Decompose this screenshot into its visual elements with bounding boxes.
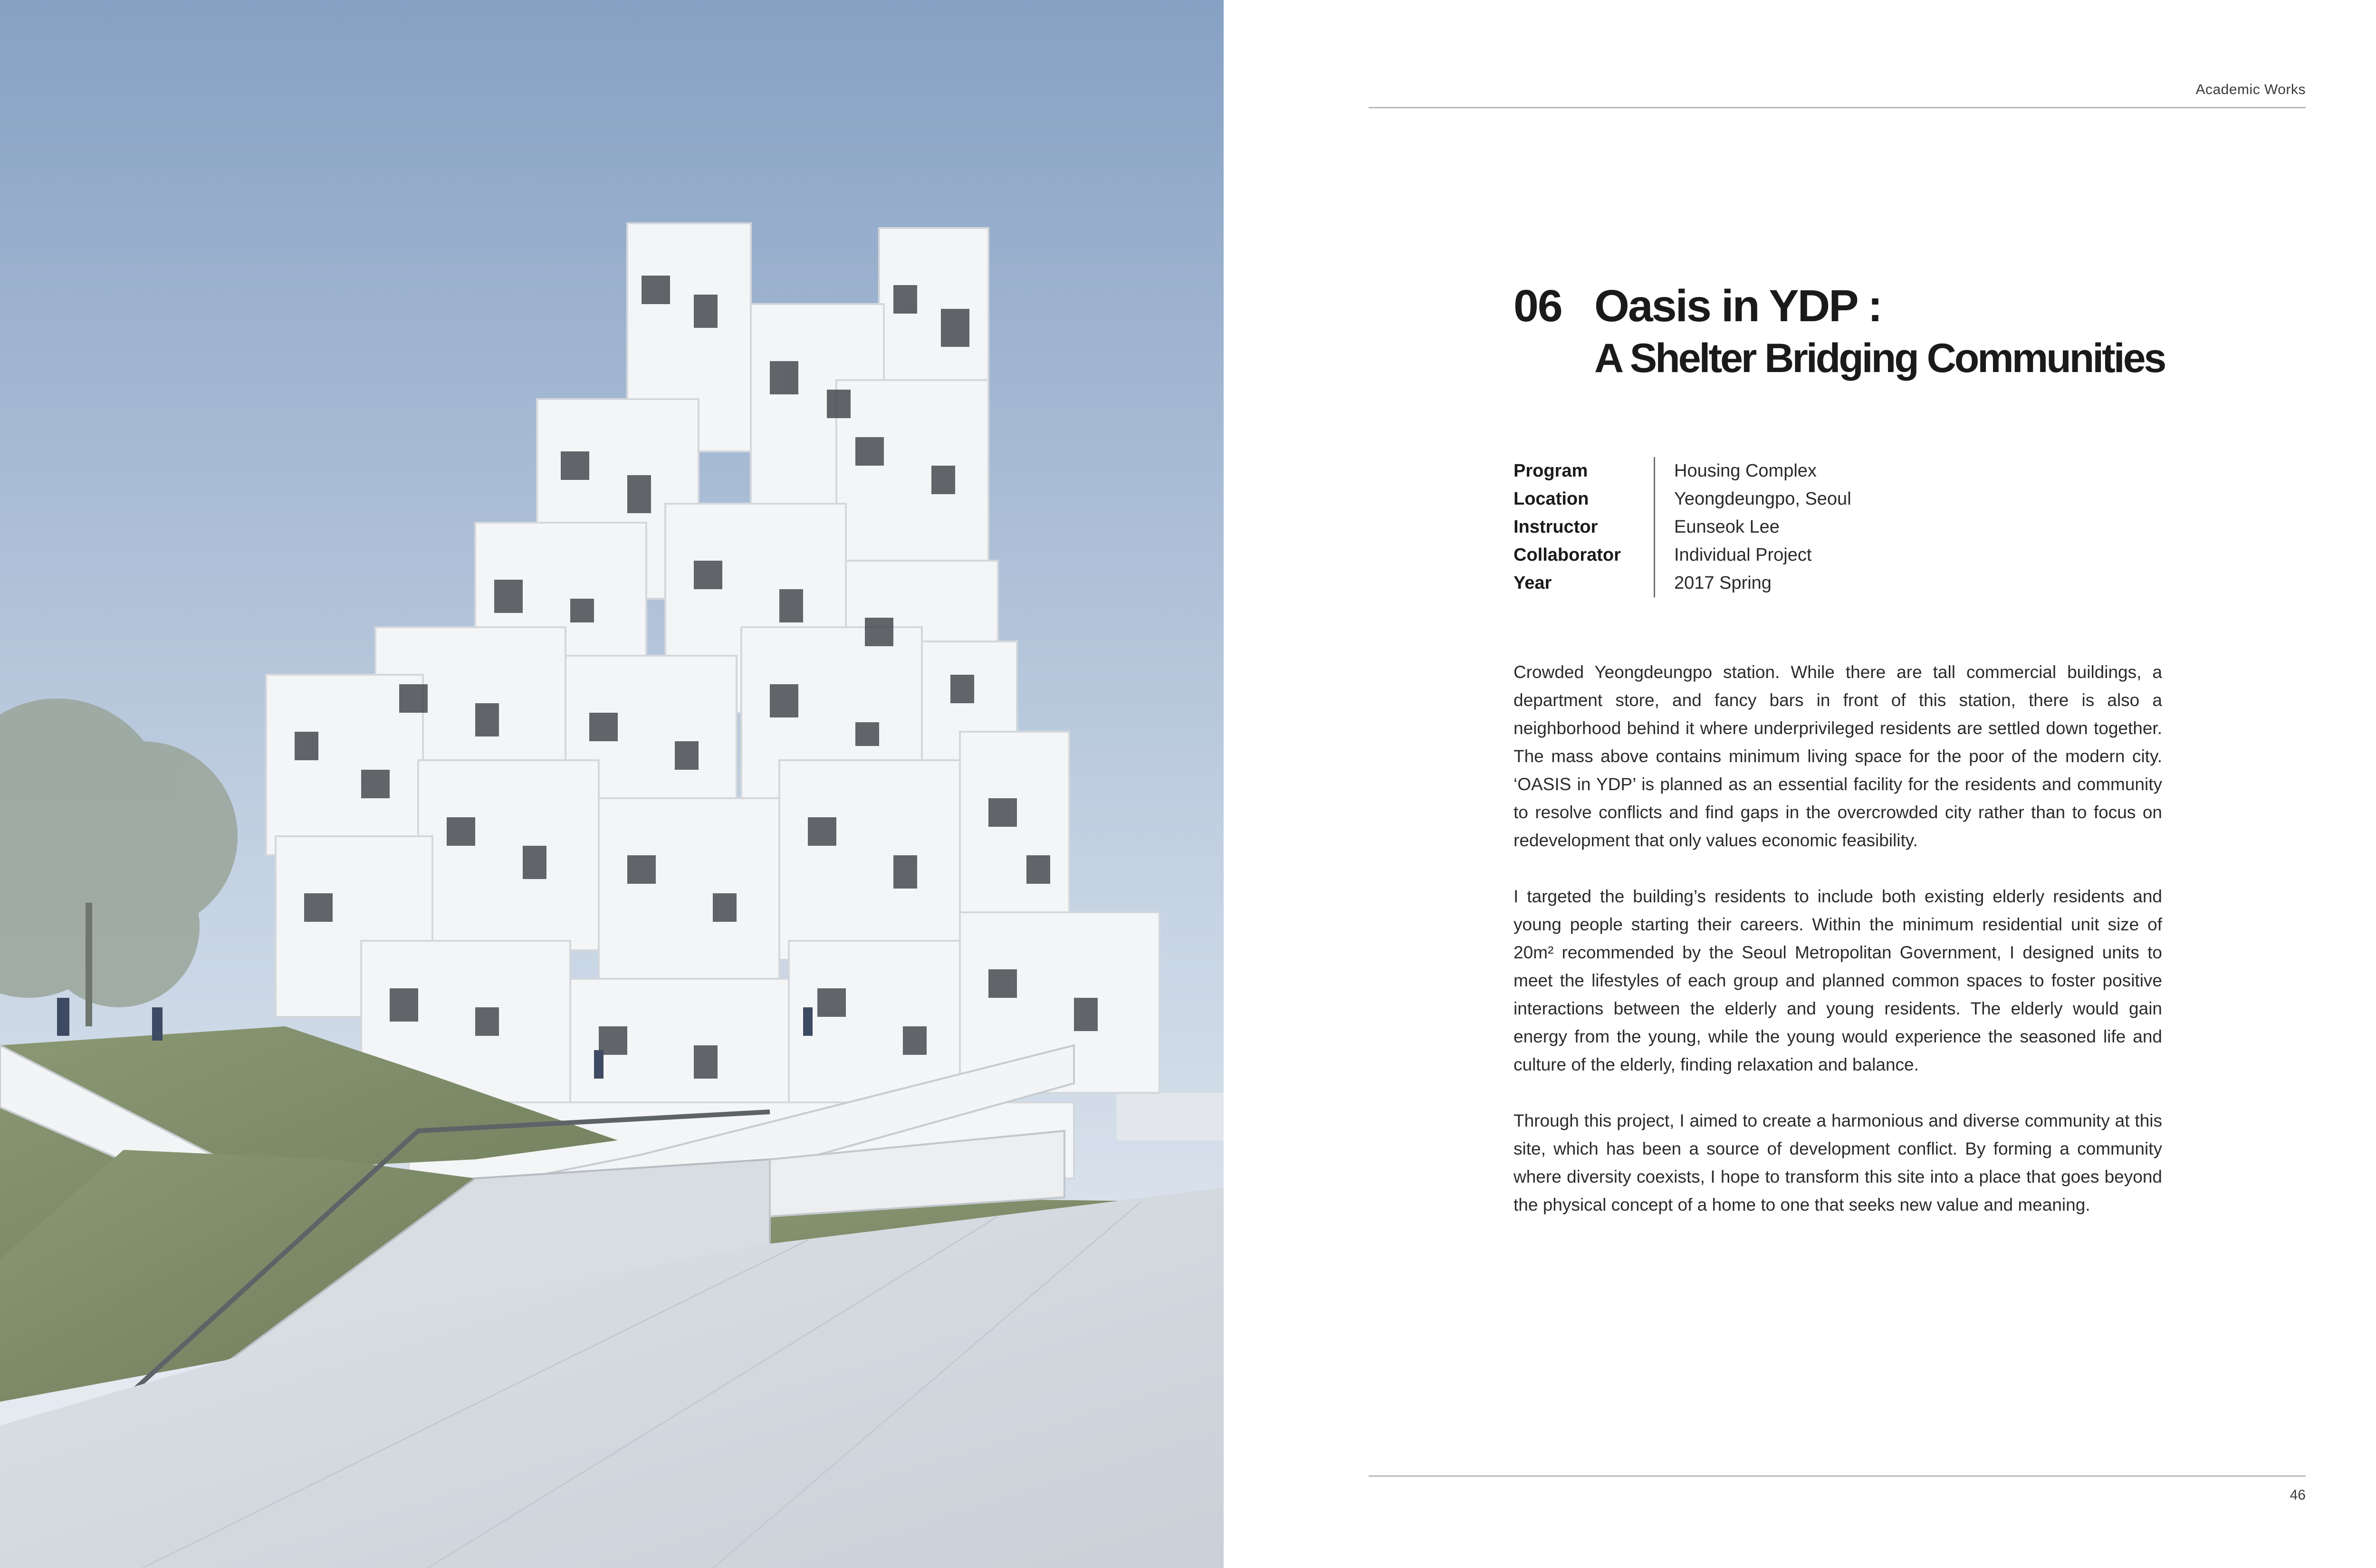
bottom-rule xyxy=(1369,1475,2306,1477)
info-value-program: Housing Complex xyxy=(1674,461,1817,481)
project-title-block xyxy=(1514,280,2321,382)
page-number: 46 xyxy=(2290,1487,2306,1503)
info-label-instructor: Instructor xyxy=(1514,517,1598,537)
info-value-location: Yeongdeungpo, Seoul xyxy=(1674,489,1851,509)
info-label-location: Location xyxy=(1514,489,1589,509)
top-rule xyxy=(1369,107,2306,108)
info-labels xyxy=(1514,457,1655,597)
paragraph: Through this project, I aimed to create a harmonious and diverse community at this site, which has been a source of development conflict. By forming a community where diversity coexists, I hope to transform this site into a place that goes beyond the physical concept of a home to one that seeks new value and meaning. xyxy=(1514,1111,2162,1214)
info-value-year: 2017 Spring xyxy=(1674,573,1772,593)
paragraph: Crowded Yeongdeungpo station. While there are tall commercial buildings, a department store, and fancy bars in front of this station, there is also a neighborhood behind it where underprivileged residents are settled down together. The mass above contains minimum living space for the poor of the modern city. ‘OASIS in YDP’ is planned as an essential facility for the residents and community to resolve conflicts and find gaps in the overcrowded city rather than to focus on redevelopment that only values economic feasibility. xyxy=(1514,662,2162,850)
info-value-collaborator: Individual Project xyxy=(1674,545,1812,565)
project-title: Oasis in YDP : xyxy=(1594,281,1881,331)
paragraph: I targeted the building’s residents to include both existing elderly residents and young people starting their careers. Within the minimum residential unit size of 20m² recommended by the Seoul Metropolitan Government, I designed units to meet the lifestyles of each group and planned common spaces to foster positive interactions between the elderly and young residents. The elderly would gain energy from the young, while the young would experience the seasoned life and culture of the elderly, finding relaxation and balance. xyxy=(1514,887,2162,1074)
info-values xyxy=(1655,457,1851,597)
info-value-instructor: Eunseok Lee xyxy=(1674,517,1780,537)
running-head: Academic Works xyxy=(2195,82,2306,97)
info-label-program: Program xyxy=(1514,461,1588,481)
project-info-table xyxy=(1514,457,1989,597)
project-number: 06 xyxy=(1514,281,1562,331)
info-label-collaborator: Collaborator xyxy=(1514,545,1621,565)
project-subtitle: A Shelter Bridging Communities xyxy=(1594,335,2165,381)
project-description xyxy=(1514,658,2162,1247)
info-label-year: Year xyxy=(1514,573,1552,593)
